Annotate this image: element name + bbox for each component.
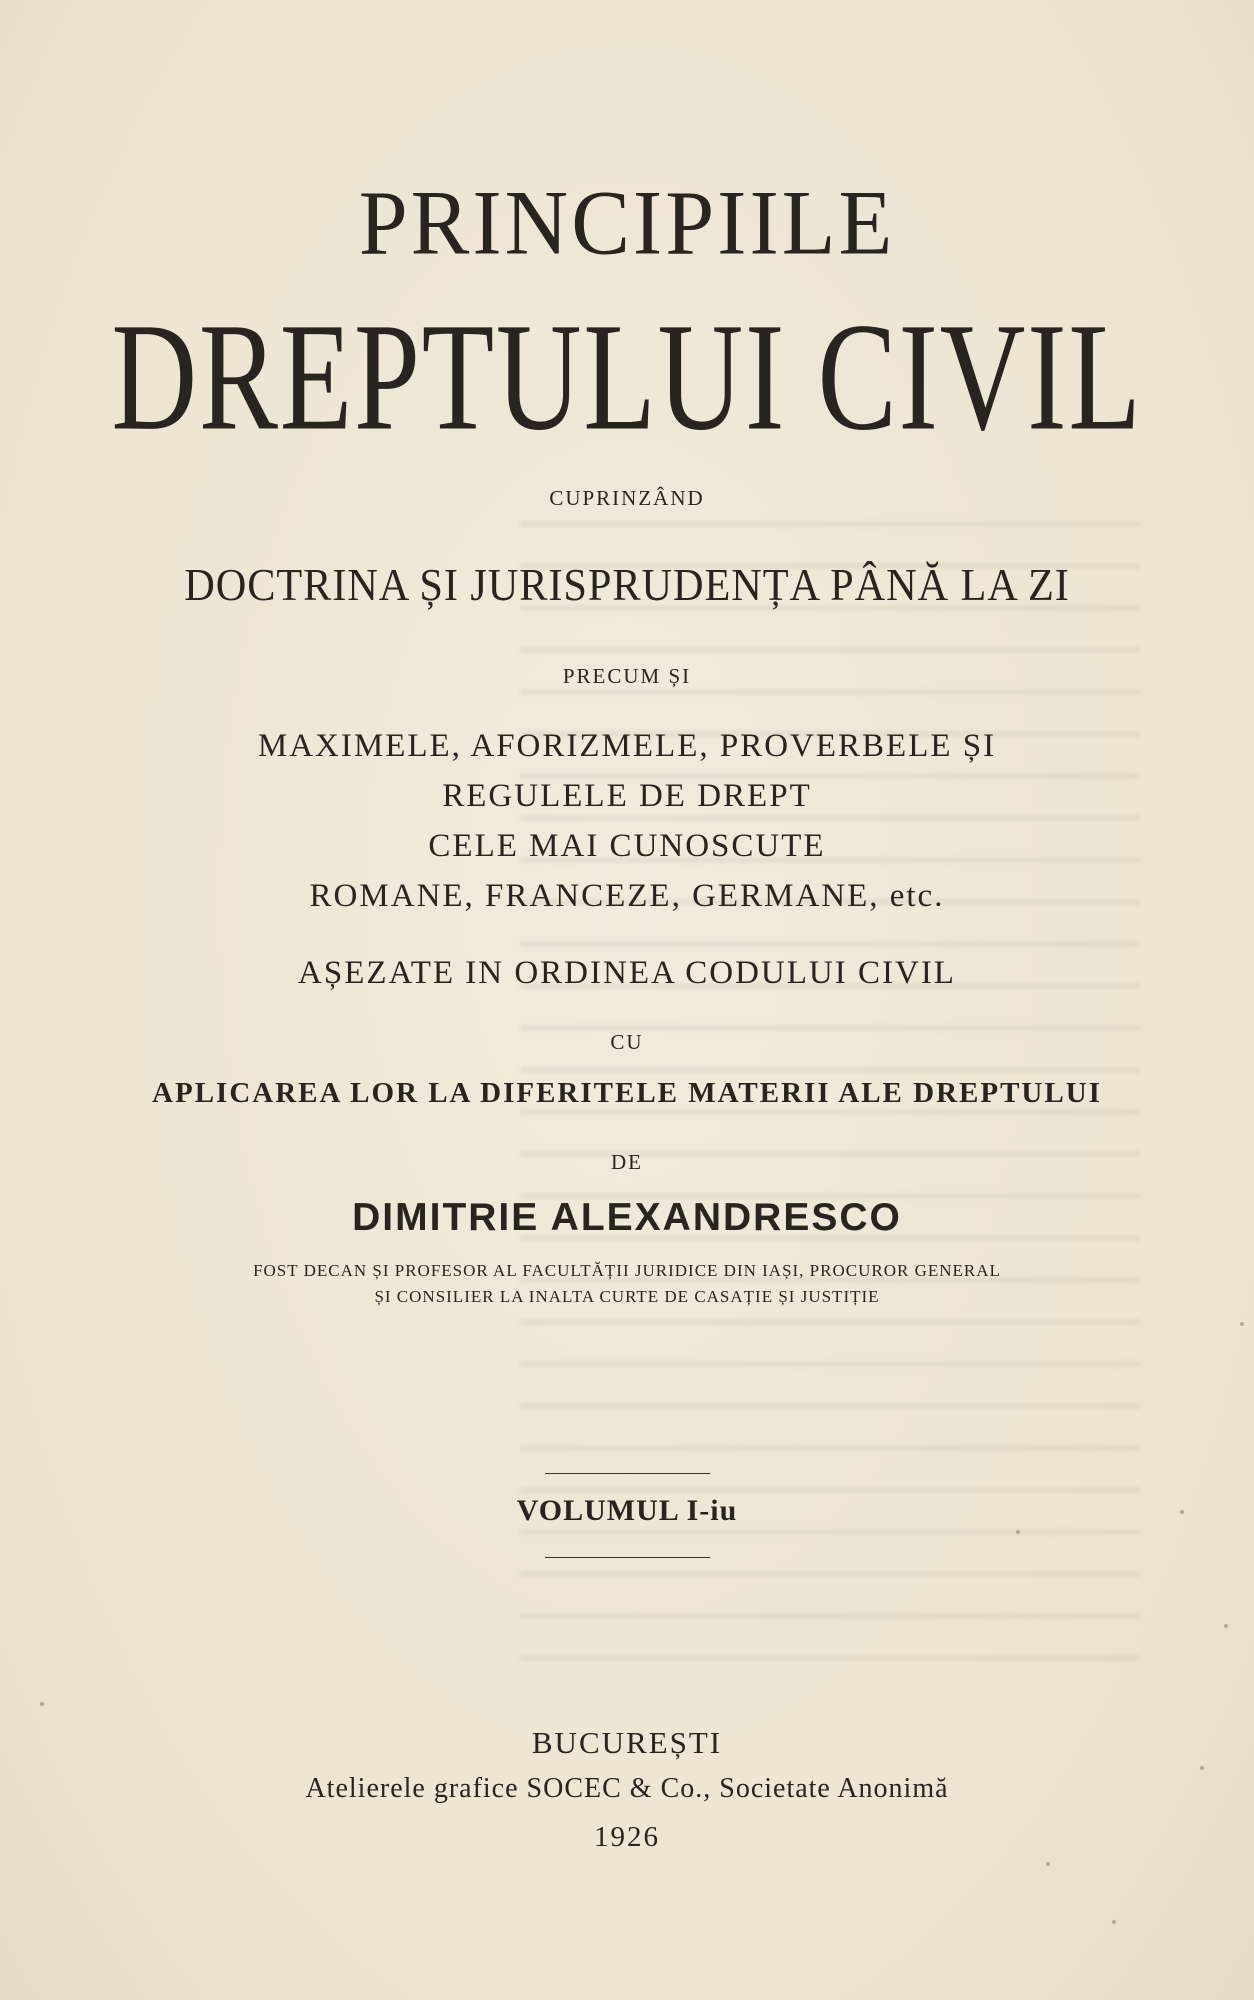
volume-rule-top (545, 1473, 710, 1474)
author-title-line-2: ȘI CONSILIER LA INALTA CURTE DE CASAȚIE ȘI JUSTIȚIE (374, 1287, 880, 1306)
cuprinzand-label: CUPRINZÂND (549, 486, 705, 510)
contents-line-4: ROMANE, FRANCEZE, GERMANE, etc. (309, 878, 945, 914)
asezate-line: AȘEZATE IN ORDINEA CODULUI CIVIL (298, 955, 956, 991)
imprint-city: BUCUREȘTI (531, 1725, 723, 1760)
contents-line-1: MAXIMELE, AFORIZMELE, PROVERBELE ȘI (257, 728, 997, 764)
paper-speck (1112, 1920, 1116, 1924)
paper-speck (1240, 1322, 1244, 1326)
imprint-publisher: Atelierele grafice SOCEC & Co., Societate Anonimă (305, 1773, 949, 1804)
cu-label: CU (610, 1030, 644, 1054)
imprint-year: 1926 (594, 1821, 660, 1853)
author-title-line-1: FOST DECAN ȘI PROFESOR AL FACULTĂȚII JURIDICE DIN IAȘI, PROCUROR GENERAL (253, 1261, 1001, 1280)
contents-line-3: CELE MAI CUNOSCUTE (428, 828, 826, 864)
title-line-1: PRINCIPIILE (358, 172, 896, 275)
paper-speck (40, 1702, 44, 1706)
paper-speck (1046, 1862, 1050, 1866)
doctrina-line: DOCTRINA ȘI JURISPRUDENȚA PÂNĂ LA ZI (184, 559, 1070, 610)
paper-speck (1200, 1766, 1204, 1770)
contents-line-2: REGULELE DE DREPT (442, 778, 812, 814)
title-line-2: DREPTULUI CIVIL (111, 290, 1143, 463)
author-name: DIMITRIE ALEXANDRESCO (352, 1196, 902, 1239)
volume-label: VOLUMUL I-iu (516, 1494, 738, 1527)
paper-speck (1016, 1530, 1020, 1534)
volume-rule-bottom (545, 1557, 710, 1558)
precum-si-label: PRECUM ȘI (562, 664, 692, 688)
paper-speck (1180, 1510, 1184, 1514)
aplicarea-line: APLICAREA LOR LA DIFERITELE MATERII ALE DREPTULUI (152, 1077, 1102, 1109)
de-label: DE (611, 1150, 643, 1174)
paper-speck (1224, 1624, 1228, 1628)
